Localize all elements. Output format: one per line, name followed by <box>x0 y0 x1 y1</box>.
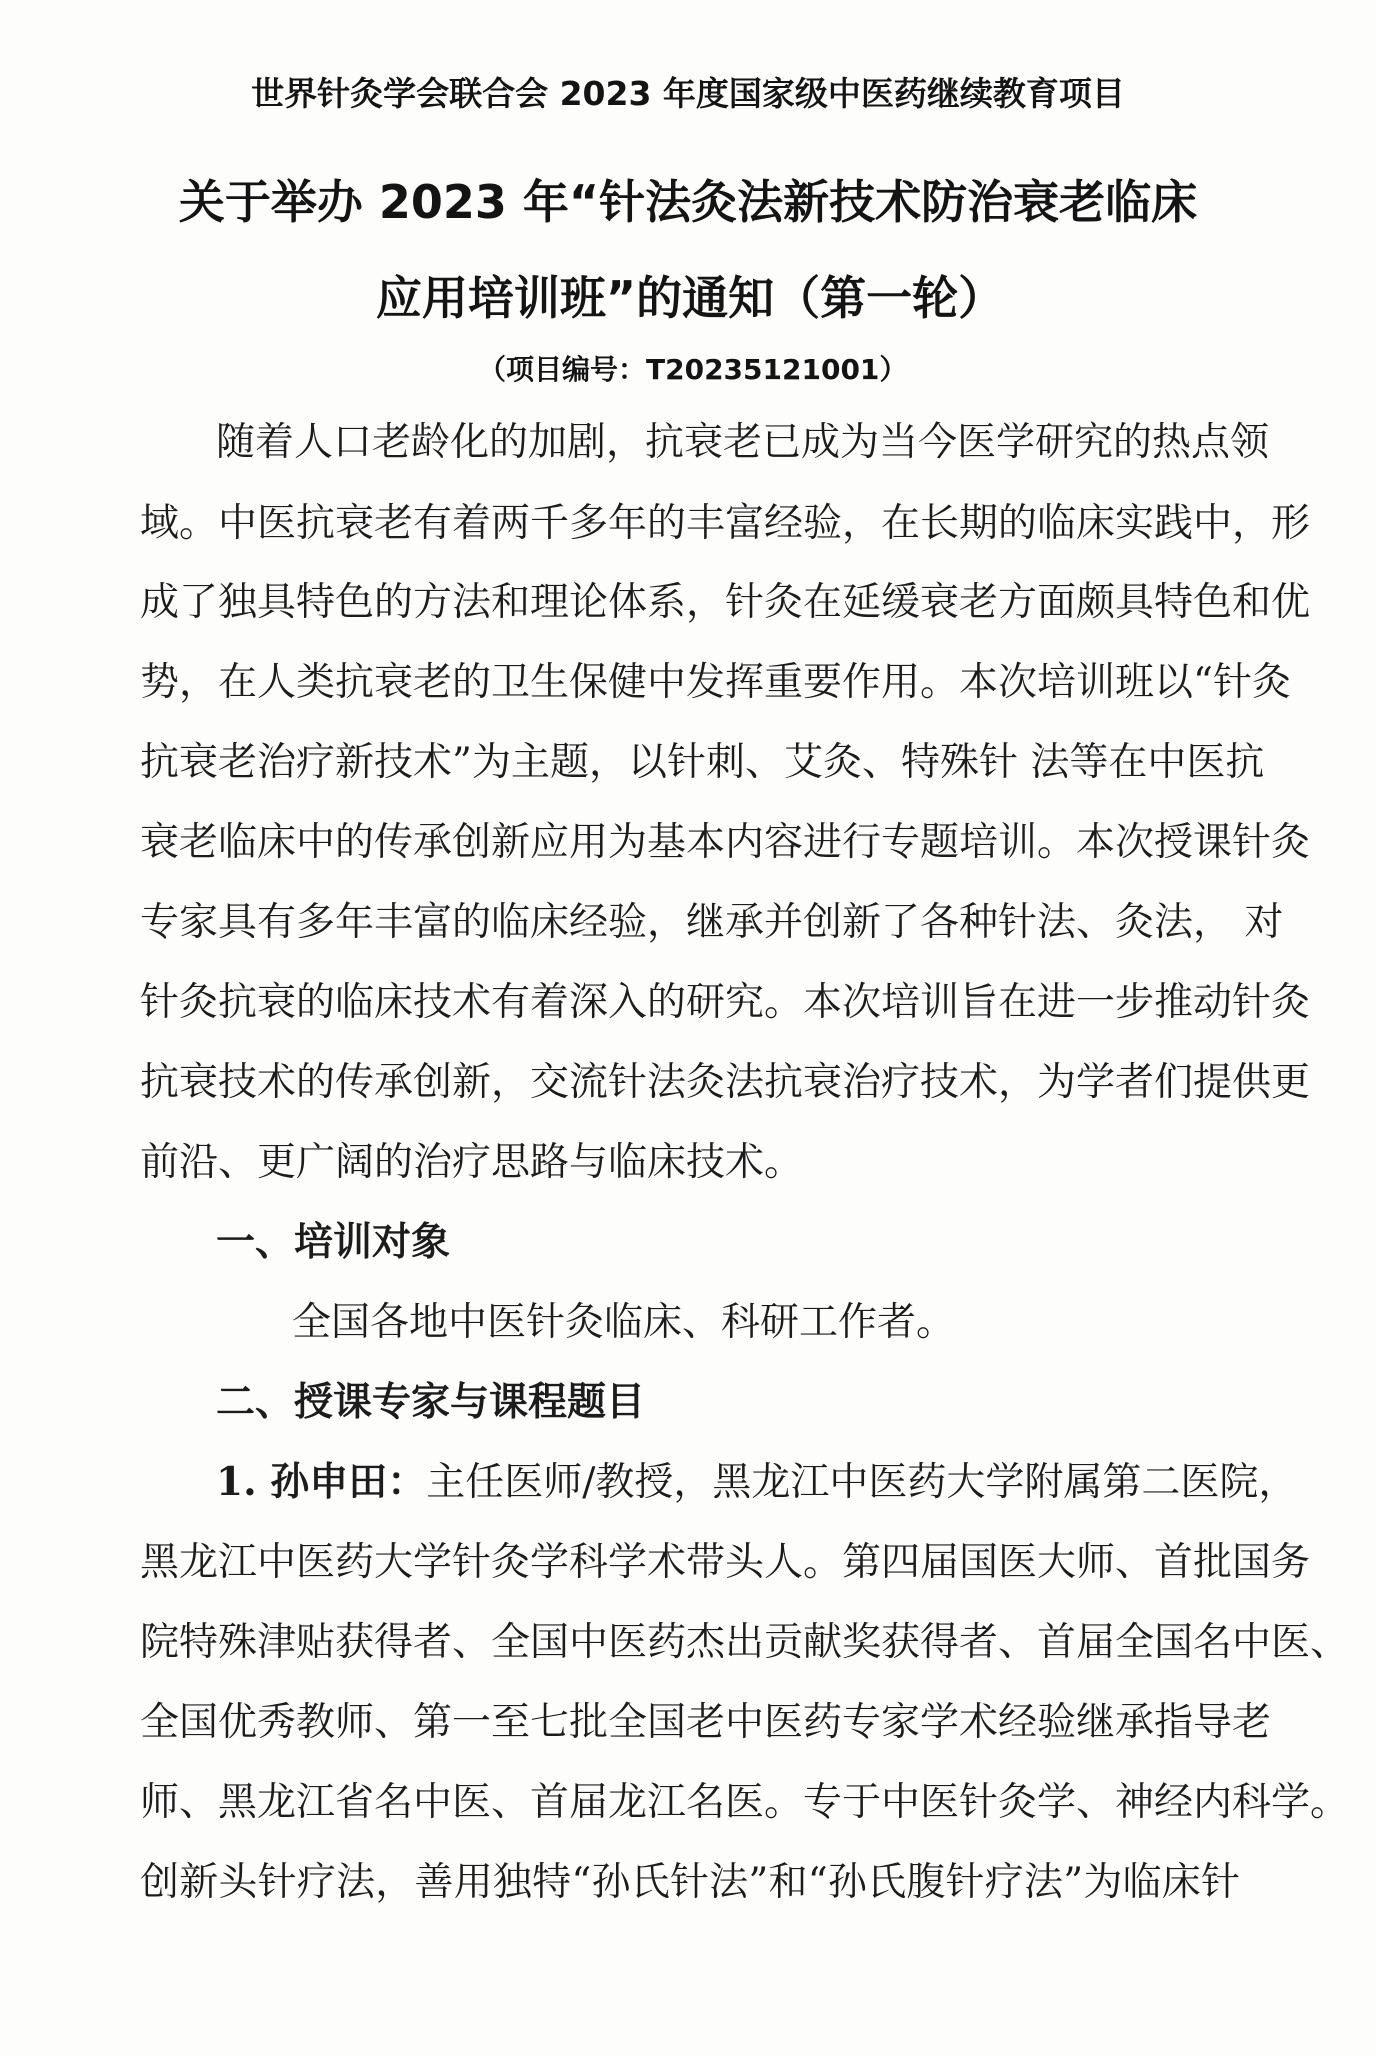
project-line: 世界针灸学会联合会 2023 年度国家级中医药继续教育项目 <box>251 74 1125 113</box>
expert-1-line: 师、黑龙江省名中医、首届龙江名医。专于中医针灸学、神经内科学。 <box>140 1780 1350 1825</box>
expert-1-first-line <box>216 1451 1298 1507</box>
intro-line: 专家具有多年丰富的临床经验，继承并创新了各种针法、灸法， 对 <box>140 900 1284 945</box>
intro-line: 势，在人类抗衰老的卫生保健中发挥重要作用。本次培训班以“针灸 <box>140 660 1291 705</box>
intro-line: 抗衰技术的传承创新，交流针法灸法抗衰治疗技术，为学者们提供更 <box>140 1060 1311 1105</box>
project-number: （项目编号：T20235121001） <box>478 353 908 386</box>
intro-line: 随着人口老龄化的加剧，抗衰老已成为当今医学研究的热点领 <box>216 420 1270 465</box>
intro-line: 域。中医抗衰老有着两千多年的丰富经验，在长期的临床实践中，形 <box>140 501 1311 546</box>
expert-1-line: 创新头针疗法，善用独特“孙氏针法”和“孙氏腹针疗法”为临床针 <box>140 1860 1240 1905</box>
expert-1-name: 1. 孙申田： <box>216 1459 427 1505</box>
section-heading-training-target: 一、培训对象 <box>216 1220 451 1265</box>
title-line-1: 关于举办 2023 年“针法灸法新技术防治衰老临床 <box>178 175 1198 229</box>
intro-line: 成了独具特色的方法和理论体系，针灸在延缓衰老方面颇具特色和优 <box>140 580 1311 625</box>
intro-line: 抗衰老治疗新技术”为主题，以针刺、艾灸、特殊针 法等在中医抗 <box>140 740 1265 785</box>
intro-line: 前沿、更广阔的治疗思路与临床技术。 <box>140 1140 804 1185</box>
intro-line: 针灸抗衰的临床技术有着深入的研究。本次培训旨在进一步推动针灸 <box>140 980 1311 1025</box>
expert-1-intro: 主任医师/教授，黑龙江中医药大学附属第二医院， <box>426 1460 1298 1505</box>
expert-1-line: 院特殊津贴获得者、全国中医药杰出贡献奖获得者、首届全国名中医、 <box>140 1620 1350 1665</box>
expert-1-line: 全国优秀教师、第一至七批全国老中医药专家学术经验继承指导老 <box>140 1700 1272 1745</box>
expert-1-line: 黑龙江中医药大学针灸学科学术带头人。第四届国医大师、首批国务 <box>140 1540 1311 1585</box>
intro-line: 衰老临床中的传承创新应用为基本内容进行专题培训。本次授课针灸 <box>140 820 1311 865</box>
section-heading-experts: 二、授课专家与课程题目 <box>216 1380 646 1425</box>
title-line-2: 应用培训班”的通知（第一轮） <box>375 271 1005 325</box>
training-target-content: 全国各地中医针灸临床、科研工作者。 <box>292 1300 956 1345</box>
